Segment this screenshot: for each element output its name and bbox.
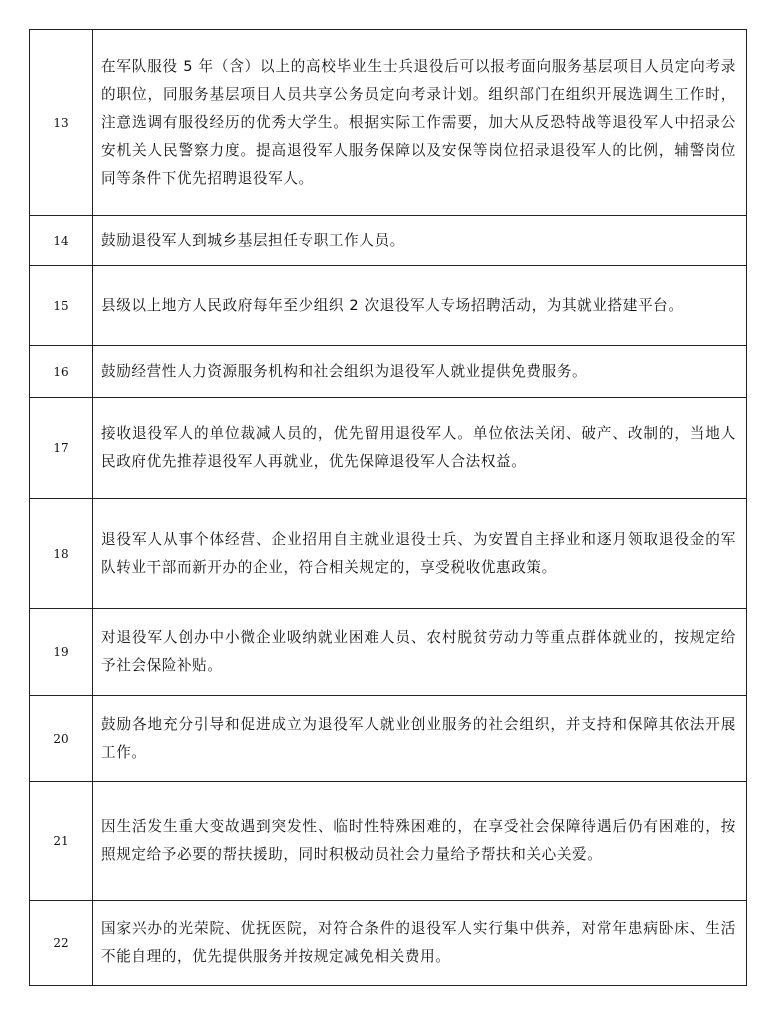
- table-row: [30, 398, 747, 499]
- table-row: [30, 782, 747, 901]
- table-row: [30, 30, 747, 216]
- row-number: 22: [30, 901, 93, 986]
- row-number: 13: [30, 30, 93, 216]
- row-text: 对退役军人创办中小微企业吸纳就业困难人员、农村脱贫劳动力等重点群体就业的，按规定给予社会保险补贴。: [93, 609, 747, 696]
- row-text: 鼓励各地充分引导和促进成立为退役军人就业创业服务的社会组织，并支持和保障其依法开展工作。: [93, 696, 747, 782]
- row-text: 因生活发生重大变故遇到突发性、临时性特殊困难的，在享受社会保障待遇后仍有困难的，按照规定给予必要的帮扶援助，同时积极动员社会力量给予帮扶和关心关爱。: [93, 782, 747, 901]
- policy-table: [29, 29, 747, 986]
- row-number: 21: [30, 782, 93, 901]
- table-row: [30, 901, 747, 986]
- row-text: 退役军人从事个体经营、企业招用自主就业退役士兵、为安置自主择业和逐月领取退役金的军队转业干部而新开办的企业，符合相关规定的，享受税收优惠政策。: [93, 499, 747, 609]
- row-number: 15: [30, 266, 93, 346]
- row-text: 在军队服役 5 年（含）以上的高校毕业生士兵退役后可以报考面向服务基层项目人员定向考录的职位，同服务基层项目人员共享公务员定向考录计划。组织部门在组织开展选调生工作时，注意选调有服役经历的优秀大学生。根据实际工作需要，加大从反恐特战等退役军人中招录公安机关人民警察力度。提高退役军人服务保障以及安保等岗位招录退役军人的比例，辅警岗位同等条件下优先招聘退役军人。: [93, 30, 747, 216]
- table-row: [30, 346, 747, 398]
- row-text: 县级以上地方人民政府每年至少组织 2 次退役军人专场招聘活动，为其就业搭建平台。: [93, 266, 747, 346]
- row-number: 20: [30, 696, 93, 782]
- row-text: 鼓励退役军人到城乡基层担任专职工作人员。: [93, 216, 747, 266]
- table-row: [30, 499, 747, 609]
- table-row: [30, 609, 747, 696]
- row-text: 接收退役军人的单位裁减人员的，优先留用退役军人。单位依法关闭、破产、改制的，当地人民政府优先推荐退役军人再就业，优先保障退役军人合法权益。: [93, 398, 747, 499]
- table-row: [30, 696, 747, 782]
- table-row: [30, 216, 747, 266]
- row-number: 18: [30, 499, 93, 609]
- row-number: 19: [30, 609, 93, 696]
- row-text: 鼓励经营性人力资源服务机构和社会组织为退役军人就业提供免费服务。: [93, 346, 747, 398]
- row-number: 14: [30, 216, 93, 266]
- row-text: 国家兴办的光荣院、优抚医院，对符合条件的退役军人实行集中供养，对常年患病卧床、生活不能自理的，优先提供服务并按规定减免相关费用。: [93, 901, 747, 986]
- row-number: 17: [30, 398, 93, 499]
- table-row: [30, 266, 747, 346]
- row-number: 16: [30, 346, 93, 398]
